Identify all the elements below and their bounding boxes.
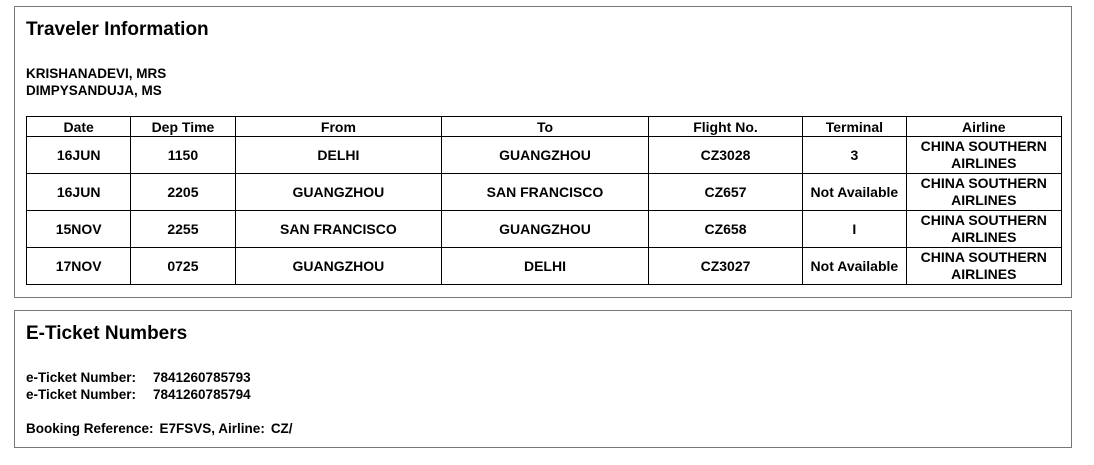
cell-airline [906, 248, 1061, 285]
table-row [27, 174, 1062, 211]
eticket-number: 7841260785793 [153, 370, 251, 385]
cell-terminal: 3 [803, 137, 906, 174]
column-header-from: From [235, 117, 442, 137]
cell-to: SAN FRANCISCO [442, 174, 649, 211]
eticket-number: 7841260785794 [153, 387, 251, 402]
cell-from: GUANGZHOU [235, 174, 442, 211]
cell-date: 17NOV [27, 248, 131, 285]
airline-name-line1: CHINA SOUTHERN [920, 138, 1047, 154]
cell-from: SAN FRANCISCO [235, 211, 442, 248]
cell-airline [906, 211, 1061, 248]
cell-date: 15NOV [27, 211, 131, 248]
cell-flight-no: CZ657 [648, 174, 802, 211]
cell-terminal: Not Available [803, 174, 906, 211]
cell-to: GUANGZHOU [442, 137, 649, 174]
cell-airline [906, 174, 1061, 211]
cell-dep-time: 2255 [131, 211, 235, 248]
cell-dep-time: 2205 [131, 174, 235, 211]
column-header-date: Date [27, 117, 131, 137]
column-header-to: To [442, 117, 649, 137]
airline-name-line1: CHINA SOUTHERN [920, 175, 1047, 191]
traveler-information-section [14, 6, 1072, 298]
cell-flight-no: CZ3028 [648, 137, 802, 174]
column-header-terminal: Terminal [803, 117, 906, 137]
booking-reference-label: Booking Reference: [26, 421, 154, 436]
cell-date: 16JUN [27, 137, 131, 174]
column-header-flight-no: Flight No. [648, 117, 802, 137]
cell-terminal: Not Available [803, 248, 906, 285]
eticket-label: e-Ticket Number: [26, 370, 137, 385]
airline-name-line2: AIRLINES [951, 266, 1017, 282]
cell-airline [906, 137, 1061, 174]
cell-dep-time: 0725 [131, 248, 235, 285]
passenger-name: KRISHANADEVI, MRS [26, 66, 167, 81]
passenger-list [26, 65, 166, 99]
cell-date: 16JUN [27, 174, 131, 211]
eticket-line [26, 369, 251, 386]
cell-to: GUANGZHOU [442, 211, 649, 248]
booking-reference-value: E7FSVS, Airline: [159, 421, 265, 436]
table-row [27, 248, 1062, 285]
cell-terminal: I [803, 211, 906, 248]
table-header-row [27, 117, 1062, 137]
airline-code: CZ/ [270, 421, 293, 436]
airline-name-line1: CHINA SOUTHERN [920, 212, 1047, 228]
flight-itinerary-table [26, 116, 1062, 285]
passenger-name: DIMPYSANDUJA, MS [26, 83, 162, 98]
cell-flight-no: CZ3027 [648, 248, 802, 285]
airline-name-line2: AIRLINES [951, 229, 1017, 245]
booking-reference [26, 421, 293, 436]
traveler-section-title: Traveler Information [26, 19, 209, 40]
column-header-airline: Airline [906, 117, 1061, 137]
eticket-numbers-section [14, 310, 1072, 448]
eticket-line [26, 386, 251, 403]
eticket-list [26, 369, 251, 403]
airline-name-line2: AIRLINES [951, 192, 1017, 208]
cell-dep-time: 1150 [131, 137, 235, 174]
cell-from: DELHI [235, 137, 442, 174]
column-header-dep-time: Dep Time [131, 117, 235, 137]
cell-flight-no: CZ658 [648, 211, 802, 248]
table-row [27, 137, 1062, 174]
eticket-label: e-Ticket Number: [26, 387, 137, 402]
cell-to: DELHI [442, 248, 649, 285]
airline-name-line1: CHINA SOUTHERN [920, 249, 1047, 265]
cell-from: GUANGZHOU [235, 248, 442, 285]
airline-name-line2: AIRLINES [951, 155, 1017, 171]
eticket-section-title: E-Ticket Numbers [26, 323, 188, 344]
table-row [27, 211, 1062, 248]
